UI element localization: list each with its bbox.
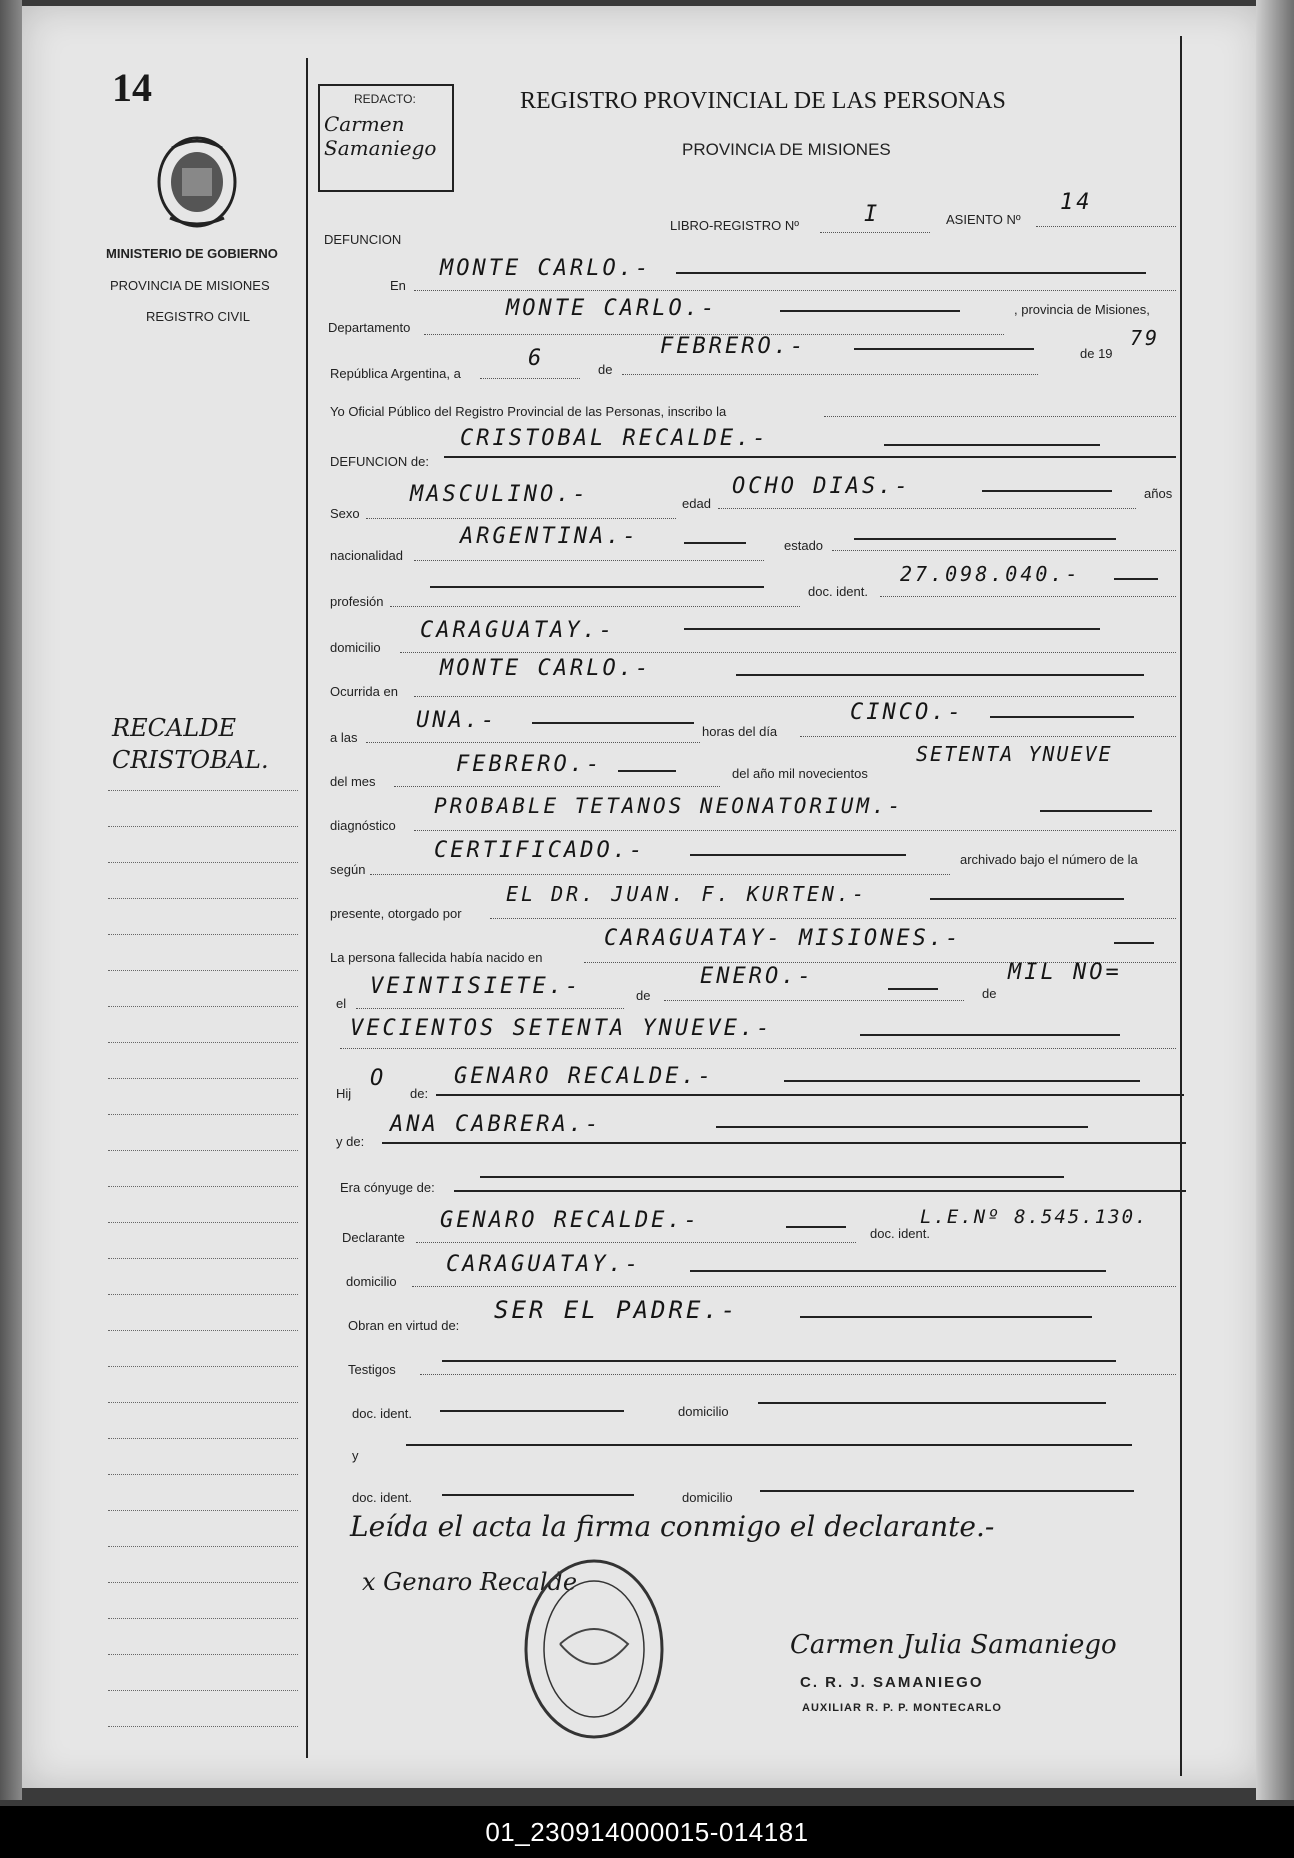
- image-identifier: 01_230914000015-014181: [0, 1806, 1294, 1858]
- otorgado-dash: [930, 898, 1124, 900]
- registry-seal-stamp-icon: [520, 1554, 668, 1744]
- closing-statement: Leída el acta la firma conmigo el declarante.-: [350, 1510, 995, 1543]
- declarante-doc-label: doc. ident.: [870, 1226, 930, 1241]
- coat-of-arms-icon: [152, 134, 242, 230]
- mes-value: FEBRERO.-: [660, 334, 807, 359]
- testigo1-doc-label: doc. ident.: [352, 1406, 412, 1421]
- horas-dash: [990, 716, 1134, 718]
- conyuge-underline: [454, 1190, 1186, 1192]
- testigo2-dash: [406, 1444, 1132, 1446]
- margin-rule: [108, 1042, 298, 1043]
- en-line: [414, 290, 1176, 291]
- margin-rule: [108, 1474, 298, 1475]
- form-title: REGISTRO PROVINCIAL DE LAS PERSONAS: [520, 88, 1006, 114]
- redacto-name: Carmen Samaniego: [324, 112, 437, 160]
- del-mes-line: [394, 786, 720, 787]
- segun-value: CERTIFICADO.-: [434, 838, 646, 863]
- libro-registro-label: LIBRO-REGISTRO Nº: [670, 218, 799, 233]
- domicilio-label: domicilio: [330, 640, 381, 655]
- testigo2-doc-dash: [442, 1494, 634, 1496]
- de-label-2: de: [636, 988, 651, 1003]
- edad-label: edad: [682, 496, 711, 511]
- otorgado-line: [490, 918, 1176, 919]
- domicilio-line: [400, 652, 1176, 653]
- page-number: 14: [112, 65, 152, 110]
- de-label-1: de: [598, 362, 613, 377]
- estado-dash: [854, 538, 1116, 540]
- padre-underline: [436, 1094, 1184, 1096]
- margin-rule: [108, 790, 298, 791]
- republica-label: República Argentina, a: [330, 366, 461, 381]
- margin-rule: [108, 1690, 298, 1691]
- margin-rule: [108, 1186, 298, 1187]
- margin-rule: [108, 1402, 298, 1403]
- del-mes-value: FEBRERO.-: [456, 752, 603, 777]
- declarant-signature: x Genaro Recalde: [362, 1568, 578, 1596]
- el-value: VEINTISIETE.-: [370, 974, 582, 999]
- estado-label: estado: [784, 538, 824, 553]
- madre-underline: [382, 1142, 1186, 1144]
- a-las-line: [366, 742, 700, 743]
- margin-rule: [108, 1258, 298, 1259]
- diagnostico-value: PROBABLE TETANOS NEONATORIUM.-: [434, 794, 904, 818]
- del-ano-label: del año mil novecientos: [732, 766, 868, 781]
- margin-rule: [108, 1582, 298, 1583]
- declarante-doc-value: L.E.Nº 8.545.130.: [920, 1206, 1149, 1228]
- del-mes-label: del mes: [330, 774, 376, 789]
- margin-rule: [108, 1654, 298, 1655]
- margin-rule: [108, 1294, 298, 1295]
- nacionalidad-dash: [684, 542, 746, 544]
- profesion-dash: [430, 586, 764, 588]
- official-title: AUXILIAR R. P. P. MONTECARLO: [802, 1702, 1002, 1714]
- otorgado-label: presente, otorgado por: [330, 906, 462, 921]
- testigos-label: Testigos: [348, 1362, 396, 1377]
- declarante-domicilio-label: domicilio: [346, 1274, 397, 1289]
- edad-dash: [982, 490, 1112, 492]
- sexo-line: [366, 518, 676, 519]
- sexo-value: MASCULINO.-: [410, 482, 589, 507]
- profesion-label: profesión: [330, 594, 384, 609]
- margin-note: [112, 712, 269, 776]
- segun-label: según: [330, 862, 366, 877]
- segun-dash: [690, 854, 906, 856]
- nacido-en-label: La persona fallecida había nacido en: [330, 950, 543, 965]
- margin-rule: [108, 1078, 298, 1079]
- otorgado-value: EL DR. JUAN. F. KURTEN.-: [506, 882, 867, 906]
- hijo-de-label: de:: [410, 1086, 429, 1101]
- y-de-label: y de:: [336, 1134, 365, 1149]
- en-label: En: [390, 278, 406, 293]
- padre-dash: [784, 1080, 1140, 1082]
- page-edge: [1256, 0, 1294, 1800]
- form-subtitle: PROVINCIA DE MISIONES: [682, 140, 891, 159]
- domicilio-dash: [684, 628, 1100, 630]
- continuation-line: [340, 1048, 1176, 1049]
- margin-rule: [108, 1114, 298, 1115]
- testigo2-domicilio-label: domicilio: [682, 1490, 733, 1505]
- horas-line: [800, 736, 1176, 737]
- de-19-label: de 19: [1080, 346, 1113, 361]
- diagnostico-line: [414, 830, 1176, 831]
- dia-line: [480, 378, 580, 379]
- official-signature: Carmen Julia Samaniego: [790, 1630, 1117, 1660]
- diagnostico-dash: [1040, 810, 1152, 812]
- testigo2-domicilio-dash: [760, 1490, 1134, 1492]
- edad-value: OCHO DIAS.-: [732, 474, 911, 499]
- testigo1-domicilio-label: domicilio: [678, 1404, 729, 1419]
- testigos-line: [420, 1374, 1176, 1375]
- book-spine: [0, 0, 22, 1800]
- padre-value: GENARO RECALDE.-: [454, 1064, 714, 1089]
- domicilio-value: CARAGUATAY.-: [420, 618, 615, 643]
- margin-rule: [108, 898, 298, 899]
- margin-rule: [108, 1510, 298, 1511]
- declarante-dash: [786, 1226, 846, 1228]
- defuncion-de-label: DEFUNCION de:: [330, 454, 429, 469]
- ministry-registry: REGISTRO CIVIL: [146, 309, 251, 324]
- de-label-3: de: [982, 986, 997, 1001]
- testigos-dash: [442, 1360, 1116, 1362]
- defuncion-underline: [444, 456, 1176, 458]
- margin-rule: [108, 970, 298, 971]
- segun-line: [370, 874, 950, 875]
- asiento-label: ASIENTO Nº: [946, 212, 1021, 227]
- ocurrida-dash: [736, 674, 1144, 676]
- asiento-value: 14: [1060, 190, 1093, 215]
- del-mes-dash: [618, 770, 676, 772]
- anos-label: años: [1144, 486, 1173, 501]
- defuncion-de-value: CRISTOBAL RECALDE.-: [460, 426, 769, 451]
- margin-rule: [108, 1726, 298, 1727]
- nac-mes-dash: [888, 988, 938, 990]
- del-ano-value: SETENTA YNUEVE: [916, 742, 1113, 766]
- defuncion-dash: [884, 444, 1100, 446]
- sexo-label: Sexo: [330, 506, 360, 521]
- hijo-label: Hij: [336, 1086, 352, 1101]
- nacionalidad-label: nacionalidad: [330, 548, 404, 563]
- libro-registro-value: I: [864, 202, 881, 227]
- obran-dash: [800, 1316, 1092, 1318]
- nacionalidad-value: ARGENTINA.-: [460, 524, 639, 549]
- margin-rule: [108, 1366, 298, 1367]
- nac-anio-continuation: VECIENTOS SETENTA YNUEVE.-: [350, 1016, 773, 1041]
- nacionalidad-line: [414, 560, 764, 561]
- y-label: y: [352, 1448, 359, 1463]
- doc-ident-value: 27.098.040.-: [900, 562, 1081, 586]
- margin-note-line-2: CRISTOBAL.: [112, 746, 269, 774]
- oficial-statement: Yo Oficial Público del Registro Provincial de las Personas, inscribo la: [330, 404, 727, 419]
- nac-anio-value: MIL NO=: [1008, 960, 1122, 985]
- mes-line: [622, 374, 1038, 375]
- provincia-misiones-label: , provincia de Misiones,: [1014, 302, 1150, 317]
- conyuge-dash: [480, 1176, 1064, 1178]
- el-line: [356, 1008, 624, 1009]
- conyuge-label: Era cónyuge de:: [340, 1180, 435, 1195]
- obran-value: SER EL PADRE.-: [494, 1296, 739, 1324]
- margin-rule: [108, 1150, 298, 1151]
- ocurrida-label: Ocurrida en: [330, 684, 398, 699]
- ocurrida-line: [414, 696, 1176, 697]
- dia-value: 6: [528, 346, 545, 371]
- doc-ident-label: doc. ident.: [808, 584, 868, 599]
- horas-value: CINCO.-: [850, 700, 964, 725]
- anio-value: 79: [1130, 326, 1161, 350]
- el-label: el: [336, 996, 347, 1011]
- form-border-right: [1180, 36, 1182, 1776]
- horas-del-dia-label: horas del día: [702, 724, 778, 739]
- departamento-value: MONTE CARLO.-: [506, 296, 718, 321]
- oficial-line: [824, 416, 1176, 417]
- margin-rule: [108, 1330, 298, 1331]
- nacido-en-dash: [1114, 942, 1154, 944]
- asiento-line: [1036, 226, 1176, 227]
- ministry-province: PROVINCIA DE MISIONES: [110, 278, 270, 293]
- margin-rule: [108, 826, 298, 827]
- declarante-label: Declarante: [342, 1230, 405, 1245]
- madre-dash: [716, 1126, 1088, 1128]
- departamento-dash: [780, 310, 960, 312]
- margin-note-line-1: RECALDE: [112, 714, 236, 742]
- nac-mes-line: [664, 1000, 964, 1001]
- profesion-line: [390, 606, 800, 607]
- margin-rule: [108, 1618, 298, 1619]
- estado-line: [832, 550, 1176, 551]
- testigo1-domicilio-dash: [758, 1402, 1106, 1404]
- a-las-dash: [532, 722, 694, 724]
- en-dash: [676, 272, 1146, 274]
- en-value: MONTE CARLO.-: [440, 256, 652, 281]
- hijo-suffix: O: [370, 1066, 387, 1091]
- madre-value: ANA CABRERA.-: [390, 1112, 602, 1137]
- mes-dash: [854, 348, 1034, 350]
- margin-rule: [108, 1222, 298, 1223]
- margin-rule: [108, 862, 298, 863]
- form-border-left: [306, 58, 308, 1758]
- nacido-en-value: CARAGUATAY- MISIONES.-: [604, 926, 962, 951]
- declarante-domicilio-value: CARAGUATAY.-: [446, 1252, 641, 1277]
- margin-rule: [108, 934, 298, 935]
- redacto-box: [318, 84, 454, 192]
- diagnostico-label: diagnóstico: [330, 818, 396, 833]
- libro-registro-line: [820, 232, 930, 233]
- margin-rule: [108, 1438, 298, 1439]
- declarante-domicilio-dash: [690, 1270, 1106, 1272]
- declarante-value: GENARO RECALDE.-: [440, 1208, 700, 1233]
- doc-ident-dash: [1114, 578, 1158, 580]
- official-name: C. R. J. SAMANIEGO: [800, 1674, 984, 1691]
- margin-rule: [108, 1546, 298, 1547]
- continuation-dash: [860, 1034, 1120, 1036]
- margin-rule: [108, 1006, 298, 1007]
- testigo2-doc-label: doc. ident.: [352, 1490, 412, 1505]
- a-las-label: a las: [330, 730, 358, 745]
- declarante-domicilio-line: [412, 1286, 1176, 1287]
- a-las-value: UNA.-: [416, 708, 498, 733]
- departamento-label: Departamento: [328, 320, 411, 335]
- declarante-line: [416, 1242, 856, 1243]
- redacto-label: REDACTO:: [354, 92, 416, 106]
- ocurrida-value: MONTE CARLO.-: [440, 656, 652, 681]
- testigo1-doc-dash: [440, 1410, 624, 1412]
- ministry-name: MINISTERIO DE GOBIERNO: [106, 246, 278, 261]
- section-label: DEFUNCION: [324, 232, 402, 247]
- edad-line: [718, 508, 1136, 509]
- nac-mes-value: ENERO.-: [700, 964, 814, 989]
- doc-ident-line: [880, 596, 1176, 597]
- archivado-label: archivado bajo el número de la: [960, 852, 1138, 867]
- obran-label: Obran en virtud de:: [348, 1318, 460, 1333]
